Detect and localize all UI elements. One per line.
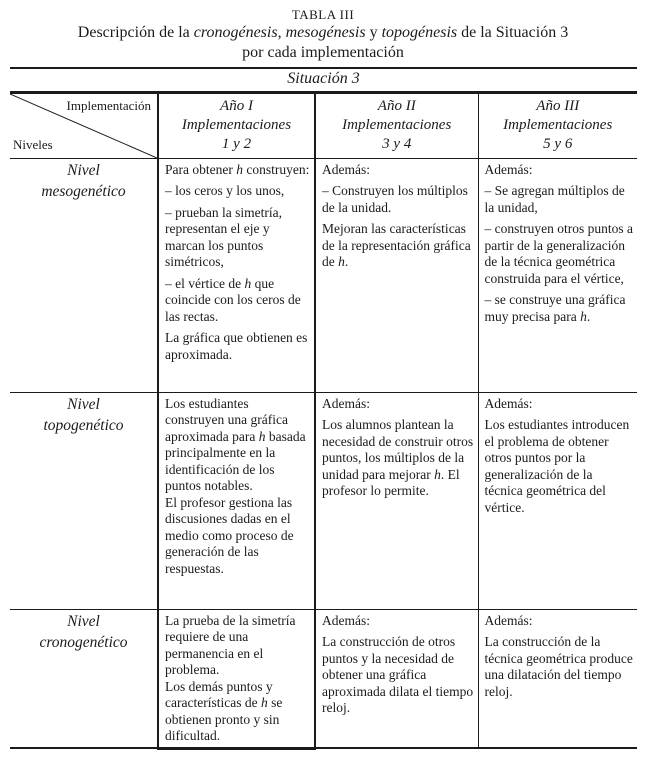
row-mesogenetico [10, 158, 637, 392]
table-caption-line2: por cada implementación [242, 44, 404, 61]
cell-mesogenetico-ano-iii: Además: – Se agregan múltiplos de la unidad, – construyen otros puntos a partir de la generalización de la técnica geométrica construida para el vértice, – se construye una gráfica muy precisa para h. [478, 158, 637, 392]
cell-topogenetico-ano-iii: Además: Los estudiantes introducen el problema de obtener otros puntos por la generalización de la técnica geométrica del vértice. [478, 392, 637, 609]
row-header-topogenetico: Nivel topogenético [10, 392, 158, 609]
column-header-ano-ii: Año II Implementaciones 3 y 4 [315, 92, 478, 158]
row-cronogenetico [10, 609, 637, 748]
cell-mesogenetico-ano-i: Para obtener h construyen: – los ceros y los unos, – prueban la simetría, representan el eje y marcan los puntos simétricos, – el vértice de h que coincide con los ceros de las rectas. La gráfica que obtienen es aproximada. [158, 158, 315, 392]
corner-label-niveles: Niveles [13, 136, 53, 152]
cell-topogenetico-ano-ii: Además: Los alumnos plantean la necesidad de construir otros puntos, los múltiplos de la unidad para mejorar h. El profesor lo permite. [315, 392, 478, 609]
corner-label-implementacion: Implementación [66, 97, 151, 113]
group-header-row [10, 68, 637, 92]
row-header-mesogenetico: Nivel mesogenético [10, 158, 158, 392]
column-header-ano-iii: Año III Implementaciones 5 y 6 [478, 92, 637, 158]
row-header-cronogenetico: Nivel cronogenético [10, 609, 158, 748]
cell-mesogenetico-ano-ii: Además: – Construyen los múltiplos de la unidad. Mejoran las características de la representación gráfica de h. [315, 158, 478, 392]
column-header-ano-i: Año I Implementaciones 1 y 2 [158, 92, 315, 158]
row-topogenetico [10, 392, 637, 609]
cell-cronogenetico-ano-i: La prueba de la simetría requiere de una permanencia en el problema. Los demás puntos y características de h se obtienen pronto y sin dificultad. [158, 609, 315, 748]
corner-cell [10, 92, 158, 158]
situacion-table [10, 67, 637, 750]
table-caption: Descripción de la cronogénesis, mesogénesis y topogénesis de la Situación 3 [77, 24, 569, 41]
table-number: TABLA III [291, 7, 355, 22]
group-header: Situación 3 [10, 68, 637, 92]
cell-topogenetico-ano-i: Los estudiantes construyen una gráfica aproximada para h basada principalmente en la identificación de los puntos notables. El profesor gestiona las discusiones dadas en el medio como proceso de generación de las respuestas. [158, 392, 315, 609]
title-block [0, 0, 646, 63]
cell-cronogenetico-ano-ii: Además: La construcción de otros puntos y la necesidad de obtener una gráfica aproximada dilata el tiempo reloj. [315, 609, 478, 748]
column-header-row [10, 92, 637, 158]
cell-cronogenetico-ano-iii: Además: La construcción de la técnica geométrica produce una dilatación del tiempo reloj. [478, 609, 637, 748]
